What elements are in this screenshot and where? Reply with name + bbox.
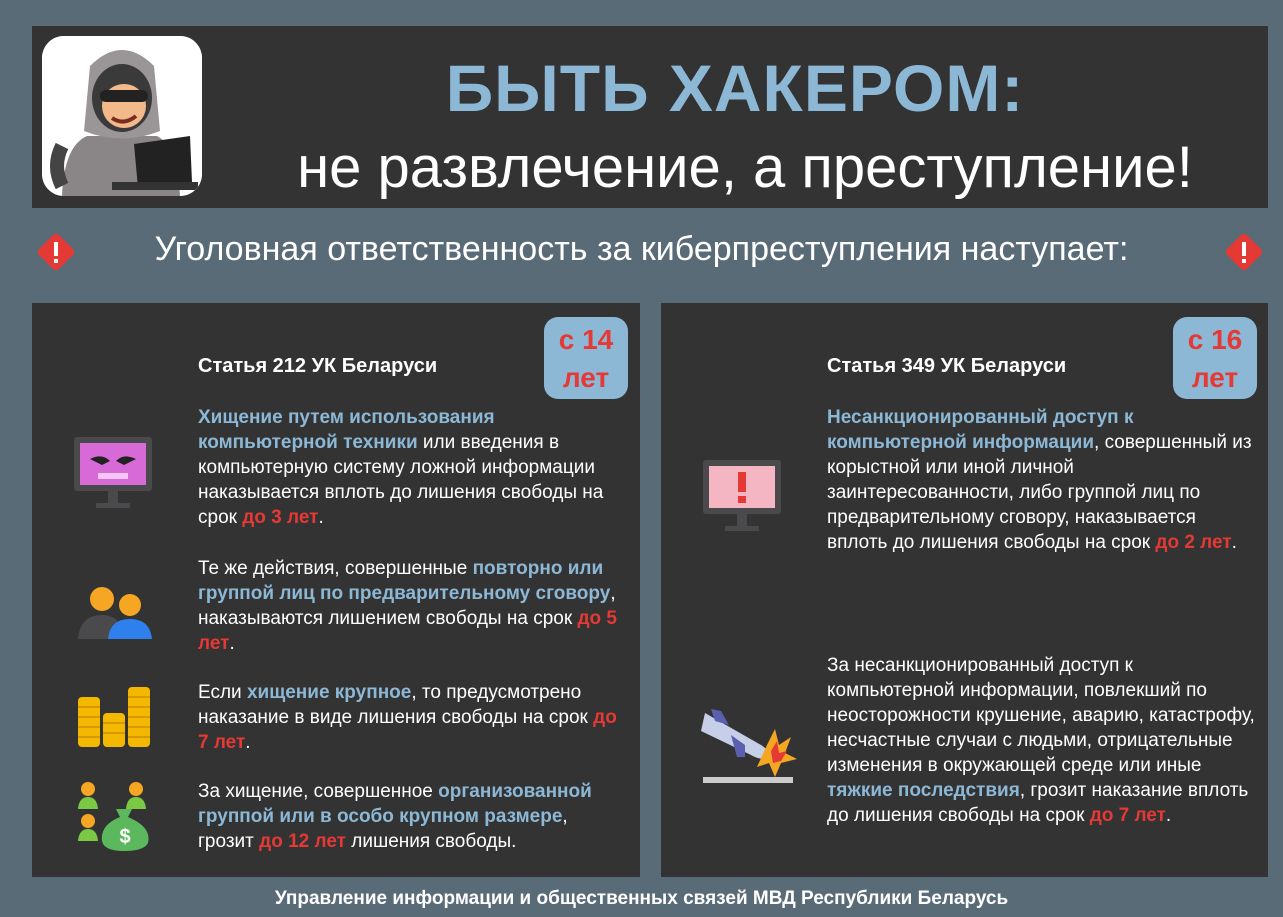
body-text-end: лишения свободы.	[345, 831, 517, 852]
body-text: , грозит наказание вплоть до лишения свободы на срок	[827, 780, 1249, 826]
body-text-end: .	[1231, 532, 1237, 553]
group-people-icon	[76, 585, 154, 641]
paragraph-1	[198, 405, 628, 530]
highlight-text: Хищение путем использования компьютерной техники	[198, 407, 495, 453]
age-badge-line2: лет	[1191, 362, 1239, 393]
paragraph-4	[198, 779, 628, 854]
header-banner	[32, 26, 1268, 208]
penalty-text: до 3 лет	[242, 507, 319, 528]
hacker-icon	[42, 36, 202, 196]
body-text: или введения в компьютерную систему ложной информации наказывается вплоть до лишения свободы на срок	[198, 432, 604, 528]
body-text: Если	[198, 682, 247, 703]
coin-stacks-icon	[76, 683, 152, 749]
highlight-text: организованной группой или в особо крупном размере	[198, 781, 592, 827]
penalty-text: до 5 лет	[198, 608, 617, 654]
body-text: , грозит	[198, 806, 568, 852]
highlight-text: Несанкционированный доступ к компьютерной информации	[827, 407, 1134, 453]
monitor-hacker-icon	[72, 435, 154, 511]
monitor-alert-icon	[701, 458, 783, 534]
body-text: Те же действия, совершенные	[198, 558, 473, 579]
body-text-end: .	[229, 633, 235, 654]
paragraph-2	[827, 653, 1257, 828]
highlight-text: тяжкие последствия	[827, 780, 1020, 801]
penalty-text: до 12 лет	[259, 831, 346, 852]
body-text: , совершенный из корыстной или иной личной заинтересованности, либо группой лиц по предварительному сговору, наказывается вплоть до лишения свободы на срок	[827, 432, 1252, 553]
age-badge	[544, 317, 628, 399]
body-text: , наказываются лишением свободы на срок	[198, 583, 616, 629]
penalty-text: до 7 лет	[1089, 805, 1166, 826]
warning-icon-right	[1224, 232, 1264, 272]
article-title: Статья 212 УК Беларуси	[198, 355, 438, 377]
paragraph-2	[198, 556, 638, 656]
article-title: Статья 349 УК Беларуси	[827, 355, 1067, 377]
paragraph-3	[198, 680, 628, 755]
age-badge-line2: лет	[562, 362, 610, 393]
penalty-text: до 2 лет	[1155, 532, 1232, 553]
hacker-illustration	[42, 36, 202, 196]
intro-heading: Уголовная ответственность за киберпреступления наступает:	[154, 230, 1129, 268]
body-text-end: .	[245, 732, 251, 753]
highlight-text: повторно или группой лиц по предварительному сговору	[198, 558, 611, 604]
body-text: , то предусмотрено наказание в виде лишения свободы на срок	[198, 682, 594, 728]
body-text: За хищение, совершенное	[198, 781, 439, 802]
age-badge	[1173, 317, 1257, 399]
svg-text:$: $	[119, 826, 131, 848]
main-title: БЫТЬ ХАКЕРОМ:	[445, 51, 1025, 125]
body-text: За несанкционированный доступ к компьютерной информации, повлекший по неосторожности крушение, аварию, катастрофу, несчастные случаи с людьми, отрицательные изменения в окружающей среде или иные	[827, 655, 1255, 776]
panel-article-212	[32, 303, 640, 877]
age-badge-line1: с 14	[558, 324, 614, 355]
penalty-text: до 7 лет	[198, 707, 617, 753]
age-badge-line1: с 16	[1187, 324, 1243, 355]
body-text-end: .	[1165, 805, 1172, 826]
paragraph-1	[827, 405, 1257, 555]
panel-article-349	[661, 303, 1268, 877]
money-bag-group-icon	[76, 779, 158, 851]
body-text-end: .	[318, 507, 324, 528]
plane-crash-icon	[701, 707, 797, 785]
highlight-text: хищение крупное	[246, 682, 412, 703]
footer-credit: Управление информации и общественных связей МВД Республики Беларусь	[274, 888, 1009, 909]
main-subtitle: не развлечение, а преступление!	[297, 135, 1193, 200]
